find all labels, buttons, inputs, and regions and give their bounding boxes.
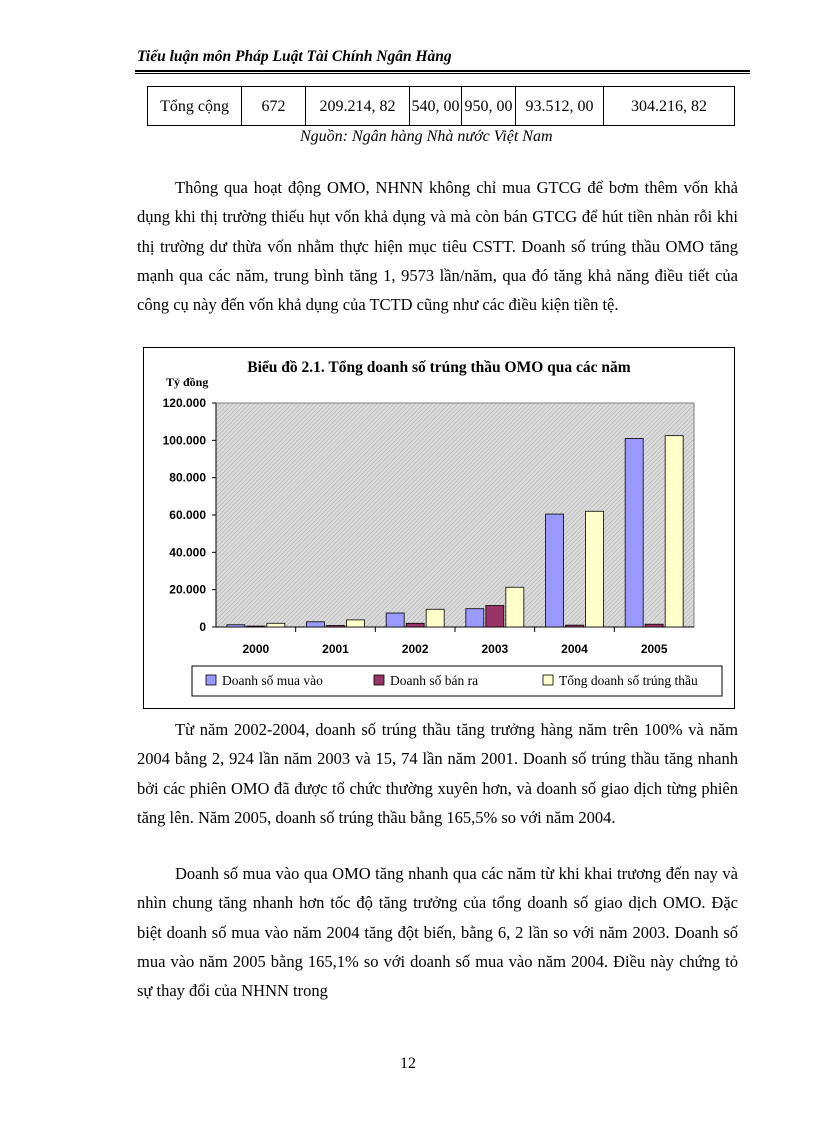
table-cell: 540, 00 — [410, 87, 462, 126]
x-tick-label: 2001 — [322, 642, 349, 656]
bar-ban-ra — [486, 606, 504, 627]
paragraph — [137, 173, 738, 319]
paragraph-text: Từ năm 2002-2004, doanh số trúng thầu tăng trưởng hàng năm trên 100% và năm 2004 bằng 2, 924 lần năm 2003 và 15, 74 lần năm 2001. Doanh số trúng thầu tăng nhanh bởi các phiên OMO đã được tổ chức thường xuyên hơn, và doanh số giao dịch từng phiên tăng lên. Năm 2005, doanh số trúng thầu bằng 165,5% so với năm 2004. — [137, 720, 738, 827]
totals-table — [147, 86, 735, 126]
omo-chart — [143, 347, 735, 709]
legend-swatch — [206, 675, 216, 685]
bar-mua-vao — [625, 438, 643, 627]
source-note: Nguồn: Ngân hàng Nhà nước Việt Nam — [300, 128, 553, 145]
y-tick-label: 80.000 — [169, 470, 206, 485]
bar-tong-trung-thau — [665, 436, 683, 627]
y-tick-label: 100.000 — [162, 433, 206, 448]
bar-mua-vao — [466, 609, 484, 627]
paragraph-text: Thông qua hoạt động OMO, NHNN không chỉ mua GTCG để bơm thêm vốn khả dụng khi thị trường thiếu hụt vốn khả dụng và mà còn bán GTCG để hút tiền nhàn rỗi khi thị trường dư thừa vốn nhằm thực hiện mục tiêu CSTT. Doanh số trúng thầu OMO tăng mạnh qua các năm, trung bình tăng 1, 9573 lần/năm, qua đó tăng khả năng điều tiết của công cụ này đến vốn khả dụng của TCTD cũng như các điều kiện tiền tệ. — [137, 178, 738, 315]
paragraph — [137, 715, 738, 832]
y-tick-label: 0 — [199, 620, 206, 634]
y-tick-label: 20.000 — [169, 582, 206, 597]
bar-ban-ra — [327, 626, 345, 627]
bar-mua-vao — [307, 622, 325, 627]
table-cell: 672 — [242, 87, 306, 126]
x-tick-label: 2005 — [640, 642, 668, 656]
x-tick-label: 2000 — [242, 642, 270, 656]
table-cell: 304.216, 82 — [604, 87, 735, 126]
paragraph-text: Doanh số mua vào qua OMO tăng nhanh qua các năm từ khi khai trương đến nay và nhìn chung tăng nhanh hơn tốc độ tăng trưởng của tổng doanh số giao dịch OMO. Đặc biệt doanh số mua vào năm 2004 tăng đột biến, bằng 6, 2 lần so với năm 2003. Doanh số mua vào năm 2005 bằng 165,1% so với doanh số mua vào năm 2004. Điều này chứng tỏ sự thay đổi của NHNN trong — [137, 864, 738, 1001]
bar-tong-trung-thau — [267, 623, 285, 627]
chart-title: Biểu đồ 2.1. Tổng doanh số trúng thầu OMO qua các năm — [247, 359, 631, 376]
plot-area — [216, 403, 694, 627]
page-number: 12 — [400, 1055, 416, 1072]
legend-label: Tổng doanh số trúng thầu — [559, 673, 698, 688]
table-cell: 209.214, 82 — [306, 87, 410, 126]
legend-label: Doanh số mua vào — [222, 673, 323, 688]
bar-tong-trung-thau — [586, 511, 604, 627]
bar-ban-ra — [406, 623, 424, 627]
table-cell: 950, 00 — [462, 87, 516, 126]
bar-mua-vao — [386, 613, 404, 627]
table-cell: 93.512, 00 — [516, 87, 604, 126]
x-tick-label: 2003 — [481, 642, 509, 656]
header-rule — [135, 70, 750, 74]
bar-tong-trung-thau — [426, 609, 444, 627]
chart-canvas — [144, 348, 734, 708]
paragraph — [137, 859, 738, 1005]
legend-swatch — [543, 675, 553, 685]
bar-ban-ra — [645, 624, 663, 627]
legend-label: Doanh số bán ra — [390, 673, 479, 688]
table-row — [148, 87, 735, 126]
x-tick-label: 2002 — [401, 642, 429, 656]
legend-swatch — [374, 675, 384, 685]
y-tick-label: 120.000 — [162, 396, 206, 410]
y-tick-label: 40.000 — [169, 545, 206, 560]
y-axis-label: Tỷ đồng — [166, 375, 209, 389]
bar-ban-ra — [566, 625, 584, 627]
bar-mua-vao — [546, 514, 564, 627]
bar-tong-trung-thau — [347, 620, 365, 627]
bar-mua-vao — [227, 625, 245, 627]
row-label: Tổng cộng — [148, 87, 242, 126]
bar-ban-ra — [247, 626, 265, 627]
bar-tong-trung-thau — [506, 587, 524, 627]
running-header: Tiểu luận môn Pháp Luật Tài Chính Ngân Hàng — [137, 48, 452, 65]
y-tick-label: 60.000 — [169, 508, 206, 522]
x-tick-label: 2004 — [561, 642, 588, 656]
